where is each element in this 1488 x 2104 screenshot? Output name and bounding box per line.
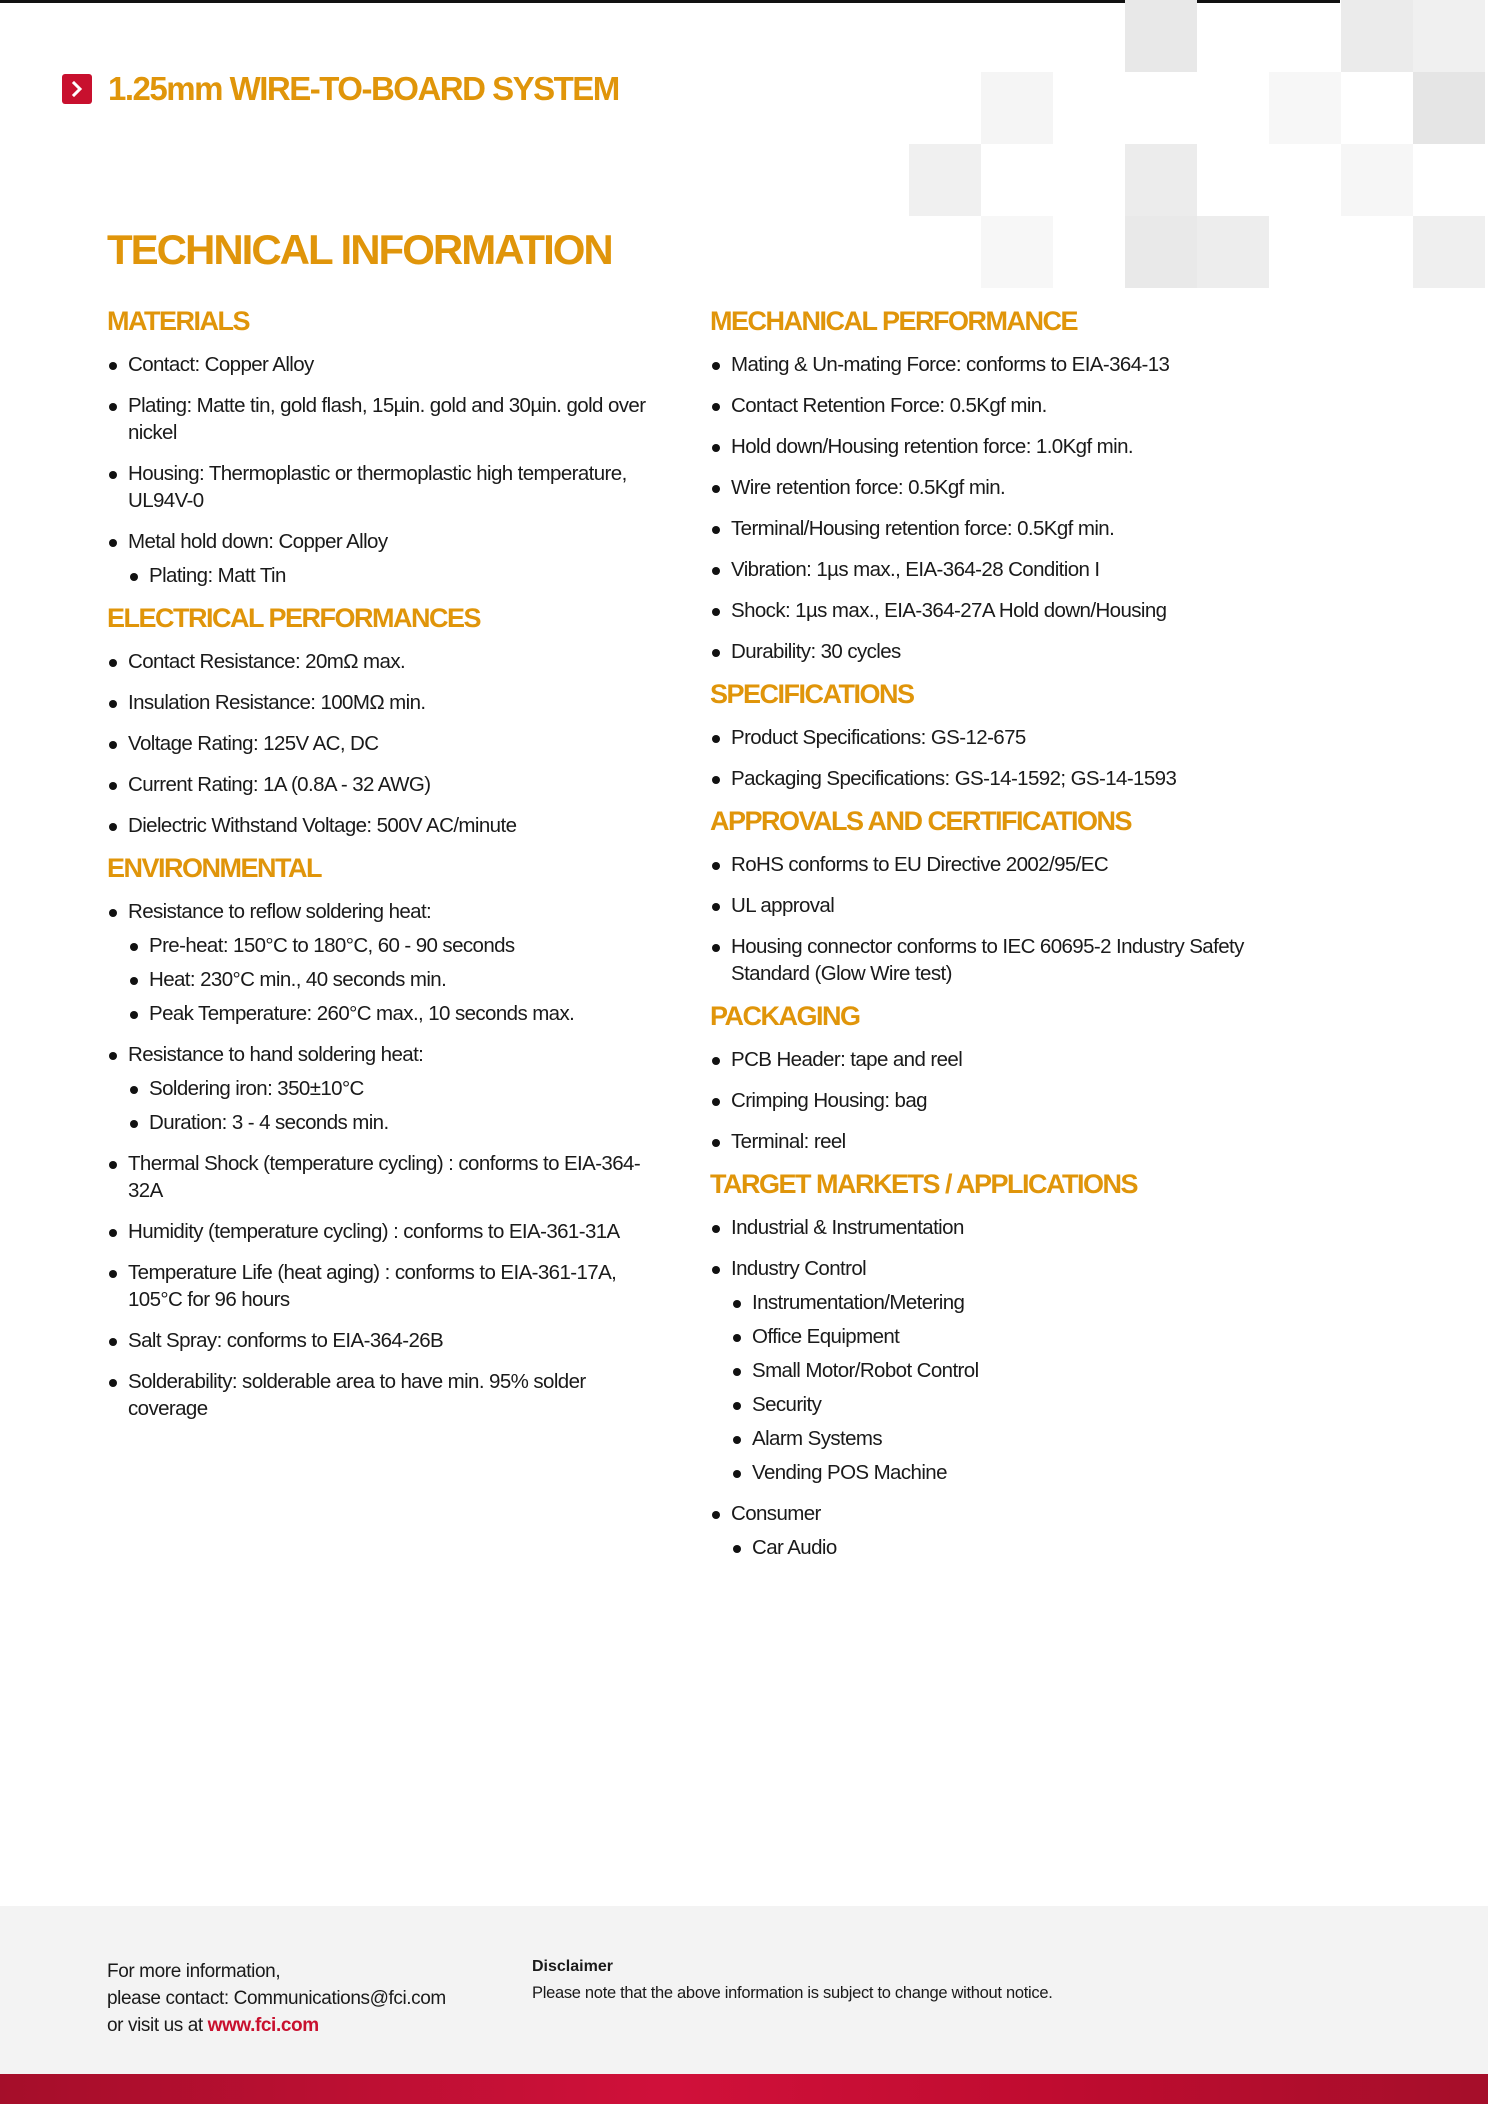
bullet-icon: [712, 735, 720, 743]
bullet-item: [107, 1150, 667, 1204]
bullet-text: Contact: Copper Alloy: [128, 353, 314, 376]
bullet-item: [107, 898, 667, 1027]
sub-bullet-text: Heat: 230°C min., 40 seconds min.: [149, 968, 447, 991]
sub-bullet-text: Plating: Matt Tin: [149, 564, 286, 587]
bullet-icon: [733, 1300, 741, 1308]
sub-bullet-item: [731, 1391, 1270, 1418]
bullet-icon: [109, 1379, 117, 1387]
bullet-icon: [712, 1098, 720, 1106]
bullet-text: Crimping Housing: bag: [731, 1089, 927, 1112]
bullet-text: Durability: 30 cycles: [731, 640, 901, 663]
bullet-icon: [109, 659, 117, 667]
bullet-text: Terminal: reel: [731, 1130, 846, 1153]
bullet-icon: [712, 776, 720, 784]
sub-bullet-item: [731, 1323, 1270, 1350]
bullet-text: Contact Retention Force: 0.5Kgf min.: [731, 394, 1047, 417]
bullet-item: [107, 460, 667, 514]
bullet-icon: [712, 485, 720, 493]
bullet-icon: [733, 1436, 741, 1444]
decorative-square: [1341, 0, 1413, 72]
section-title: PACKAGING: [710, 1001, 860, 1031]
bullet-icon: [733, 1368, 741, 1376]
bullet-text: UL approval: [731, 894, 835, 917]
bullet-item: [107, 1368, 667, 1422]
bullet-icon: [109, 1270, 117, 1278]
sub-bullet-item: [731, 1425, 1270, 1452]
bullet-item: [107, 351, 667, 378]
disclaimer-title: Disclaimer: [532, 1958, 613, 1975]
section-title: APPROVALS AND CERTIFICATIONS: [710, 806, 1132, 836]
bullet-item: [710, 933, 1270, 987]
decorative-square: [1413, 216, 1485, 288]
bullet-text: Contact Resistance: 20mΩ max.: [128, 650, 406, 673]
sub-list: [128, 932, 667, 1027]
bullet-icon: [109, 471, 117, 479]
decorative-square: [1197, 216, 1269, 288]
decorative-square: [1269, 72, 1341, 144]
bullet-text: Temperature Life (heat aging) : conforms to EIA-361-17A, 105°C for 96 hours: [128, 1261, 617, 1311]
bullet-icon: [109, 1229, 117, 1237]
bullet-item: [710, 515, 1270, 542]
bullet-text: Wire retention force: 0.5Kgf min.: [731, 476, 1006, 499]
bullet-item: [710, 556, 1270, 583]
sub-bullet-text: Small Motor/Robot Control: [752, 1359, 979, 1382]
bullet-text: RoHS conforms to EU Directive 2002/95/EC: [731, 853, 1109, 876]
bullet-item: [107, 392, 667, 446]
bullet-item: [107, 730, 667, 757]
bullet-icon: [712, 1139, 720, 1147]
sub-list: [128, 1075, 667, 1136]
bullet-icon: [130, 943, 138, 951]
bullet-text: Salt Spray: conforms to EIA-364-26B: [128, 1329, 444, 1352]
bullet-icon: [712, 1266, 720, 1274]
bullet-text: Metal hold down: Copper Alloy: [128, 530, 388, 553]
bullet-icon: [733, 1334, 741, 1342]
document-header: [62, 70, 619, 108]
bullet-item: [107, 528, 667, 589]
bullet-icon: [712, 567, 720, 575]
right-column: [710, 306, 1270, 1575]
sub-bullet-item: [731, 1459, 1270, 1486]
bullet-text: Housing: Thermoplastic or thermoplastic high temperature, UL94V-0: [128, 462, 627, 512]
bullet-item: [107, 1259, 667, 1313]
bullet-item: [710, 1128, 1270, 1155]
bullet-item: [710, 1087, 1270, 1114]
section: [107, 853, 667, 1422]
decorative-square: [1413, 0, 1485, 72]
contact-line: please contact: Communications@fci.com: [107, 1988, 446, 2009]
bullet-item: [710, 1255, 1270, 1486]
bullet-icon: [712, 608, 720, 616]
bullet-item: [107, 771, 667, 798]
bullet-icon: [109, 700, 117, 708]
sub-bullet-item: [128, 1000, 667, 1027]
bullet-item: [710, 392, 1270, 419]
bullet-icon: [712, 1511, 720, 1519]
bullet-icon: [109, 823, 117, 831]
sub-list: [731, 1534, 1270, 1561]
footer: [0, 1906, 1488, 2074]
sub-bullet-text: Office Equipment: [752, 1325, 900, 1348]
bullet-text: Current Rating: 1A (0.8A - 32 AWG): [128, 773, 431, 796]
bullet-item: [710, 351, 1270, 378]
sub-bullet-item: [731, 1289, 1270, 1316]
bullet-text: Humidity (temperature cycling) : conforms to EIA-361-31A: [128, 1220, 620, 1243]
bullet-text: Industrial & Instrumentation: [731, 1216, 964, 1239]
bullet-text: Resistance to hand soldering heat:: [128, 1043, 424, 1066]
bullet-icon: [130, 1120, 138, 1128]
sub-bullet-text: Vending POS Machine: [752, 1461, 947, 1484]
bullet-icon: [712, 403, 720, 411]
decorative-square: [1125, 0, 1197, 72]
sub-bullet-text: Peak Temperature: 260°C max., 10 seconds max.: [149, 1002, 575, 1025]
decorative-square: [1125, 216, 1197, 288]
contact-prefix: or visit us at: [107, 2015, 208, 2036]
bullet-text: Vibration: 1µs max., EIA-364-28 Condition I: [731, 558, 1100, 581]
bullet-icon: [109, 1052, 117, 1060]
bullet-text: Solderability: solderable area to have min. 95% solder coverage: [128, 1370, 586, 1420]
bullet-icon: [712, 944, 720, 952]
section-title: SPECIFICATIONS: [710, 679, 914, 709]
bullet-text: Industry Control: [731, 1257, 867, 1280]
bullet-text: Packaging Specifications: GS-14-1592; GS-14-1593: [731, 767, 1177, 790]
bullet-text: Plating: Matte tin, gold flash, 15µin. gold and 30µin. gold over nickel: [128, 394, 646, 444]
bullet-text: Terminal/Housing retention force: 0.5Kgf min.: [731, 517, 1115, 540]
sub-bullet-text: Alarm Systems: [752, 1427, 883, 1450]
bullet-icon: [109, 1161, 117, 1169]
bullet-item: [107, 812, 667, 839]
bullet-item: [710, 1500, 1270, 1561]
bullet-icon: [712, 1057, 720, 1065]
bullet-text: Insulation Resistance: 100MΩ min.: [128, 691, 426, 714]
bullet-item: [107, 689, 667, 716]
bullet-item: [710, 1046, 1270, 1073]
section-title: MATERIALS: [107, 306, 249, 336]
bullet-icon: [712, 862, 720, 870]
sub-bullet-item: [731, 1357, 1270, 1384]
decorative-square: [1125, 144, 1197, 216]
header-title: 1.25mm WIRE-TO-BOARD SYSTEM: [108, 70, 619, 107]
sub-bullet-item: [128, 1075, 667, 1102]
bullet-icon: [712, 362, 720, 370]
bullet-icon: [130, 977, 138, 985]
footer-contact: [107, 1958, 446, 2039]
chevron-right-icon: [62, 74, 92, 104]
bullet-icon: [712, 1225, 720, 1233]
sub-list: [731, 1289, 1270, 1486]
bullet-icon: [733, 1402, 741, 1410]
bullet-icon: [733, 1470, 741, 1478]
bullet-icon: [109, 403, 117, 411]
contact-line: [107, 2012, 446, 2039]
section: [710, 679, 1270, 792]
section: [710, 306, 1270, 665]
sub-bullet-text: Duration: 3 - 4 seconds min.: [149, 1111, 389, 1134]
section: [710, 1169, 1270, 1561]
section: [710, 806, 1270, 987]
bullet-item: [710, 892, 1270, 919]
bullet-item: [710, 1214, 1270, 1241]
bullet-icon: [109, 741, 117, 749]
bullet-icon: [109, 539, 117, 547]
bullet-item: [710, 851, 1270, 878]
bullet-icon: [712, 444, 720, 452]
bullet-text: Housing connector conforms to IEC 60695-2 Industry Safety Standard (Glow Wire test): [731, 935, 1244, 985]
bullet-icon: [109, 909, 117, 917]
sub-bullet-text: Pre-heat: 150°C to 180°C, 60 - 90 seconds: [149, 934, 515, 957]
sub-bullet-text: Soldering iron: 350±10°C: [149, 1077, 364, 1100]
bullet-text: Mating & Un-mating Force: conforms to EIA-364-13: [731, 353, 1170, 376]
sub-bullet-item: [128, 1109, 667, 1136]
decorative-square: [1413, 72, 1485, 144]
left-column: [107, 306, 667, 1436]
sub-bullet-text: Car Audio: [752, 1536, 837, 1559]
bottom-brand-bar: [0, 2074, 1488, 2104]
bullet-icon: [712, 526, 720, 534]
sub-bullet-item: [731, 1534, 1270, 1561]
bullet-icon: [130, 573, 138, 581]
decorative-square: [981, 216, 1053, 288]
bullet-icon: [130, 1086, 138, 1094]
bullet-text: Consumer: [731, 1502, 821, 1525]
bullet-item: [710, 638, 1270, 665]
sub-bullet-item: [128, 562, 667, 589]
bullet-text: Thermal Shock (temperature cycling) : conforms to EIA-364-32A: [128, 1152, 641, 1202]
disclaimer: [532, 1958, 1432, 2003]
bullet-item: [107, 1041, 667, 1136]
bullet-text: Dielectric Withstand Voltage: 500V AC/minute: [128, 814, 517, 837]
bullet-icon: [733, 1545, 741, 1553]
bullet-text: PCB Header: tape and reel: [731, 1048, 963, 1071]
section-title: ELECTRICAL PERFORMANCES: [107, 603, 481, 633]
bullet-item: [107, 1218, 667, 1245]
bullet-item: [710, 765, 1270, 792]
decorative-square: [1341, 144, 1413, 216]
contact-line: For more information,: [107, 1961, 281, 1982]
bullet-icon: [712, 649, 720, 657]
bullet-item: [710, 474, 1270, 501]
section-title: ENVIRONMENTAL: [107, 853, 321, 883]
bullet-item: [710, 433, 1270, 460]
bullet-icon: [109, 782, 117, 790]
bullet-text: Voltage Rating: 125V AC, DC: [128, 732, 379, 755]
section: [107, 603, 667, 839]
bullet-text: Shock: 1µs max., EIA-364-27A Hold down/Housing: [731, 599, 1167, 622]
bullet-item: [710, 597, 1270, 624]
sub-bullet-text: Instrumentation/Metering: [752, 1291, 965, 1314]
bullet-icon: [712, 903, 720, 911]
bullet-text: Resistance to reflow soldering heat:: [128, 900, 432, 923]
sub-bullet-item: [128, 966, 667, 993]
sub-list: [128, 562, 667, 589]
section-title: MECHANICAL PERFORMANCE: [710, 306, 1078, 336]
sub-bullet-text: Security: [752, 1393, 822, 1416]
bullet-item: [107, 1327, 667, 1354]
decorative-square: [909, 144, 981, 216]
decorative-square: [981, 72, 1053, 144]
bullet-icon: [109, 1338, 117, 1346]
disclaimer-text: Please note that the above information is subject to change without notice.: [532, 1984, 1053, 2002]
bullet-icon: [130, 1011, 138, 1019]
sub-bullet-item: [128, 932, 667, 959]
bullet-item: [107, 648, 667, 675]
page-title: TECHNICAL INFORMATION: [107, 226, 612, 273]
section-title: TARGET MARKETS / APPLICATIONS: [710, 1169, 1137, 1199]
section: [107, 306, 667, 589]
bullet-item: [710, 724, 1270, 751]
bullet-text: Product Specifications: GS-12-675: [731, 726, 1026, 749]
bullet-text: Hold down/Housing retention force: 1.0Kgf min.: [731, 435, 1133, 458]
website-link[interactable]: www.fci.com: [207, 2015, 319, 2036]
section: [710, 1001, 1270, 1155]
bullet-icon: [109, 362, 117, 370]
